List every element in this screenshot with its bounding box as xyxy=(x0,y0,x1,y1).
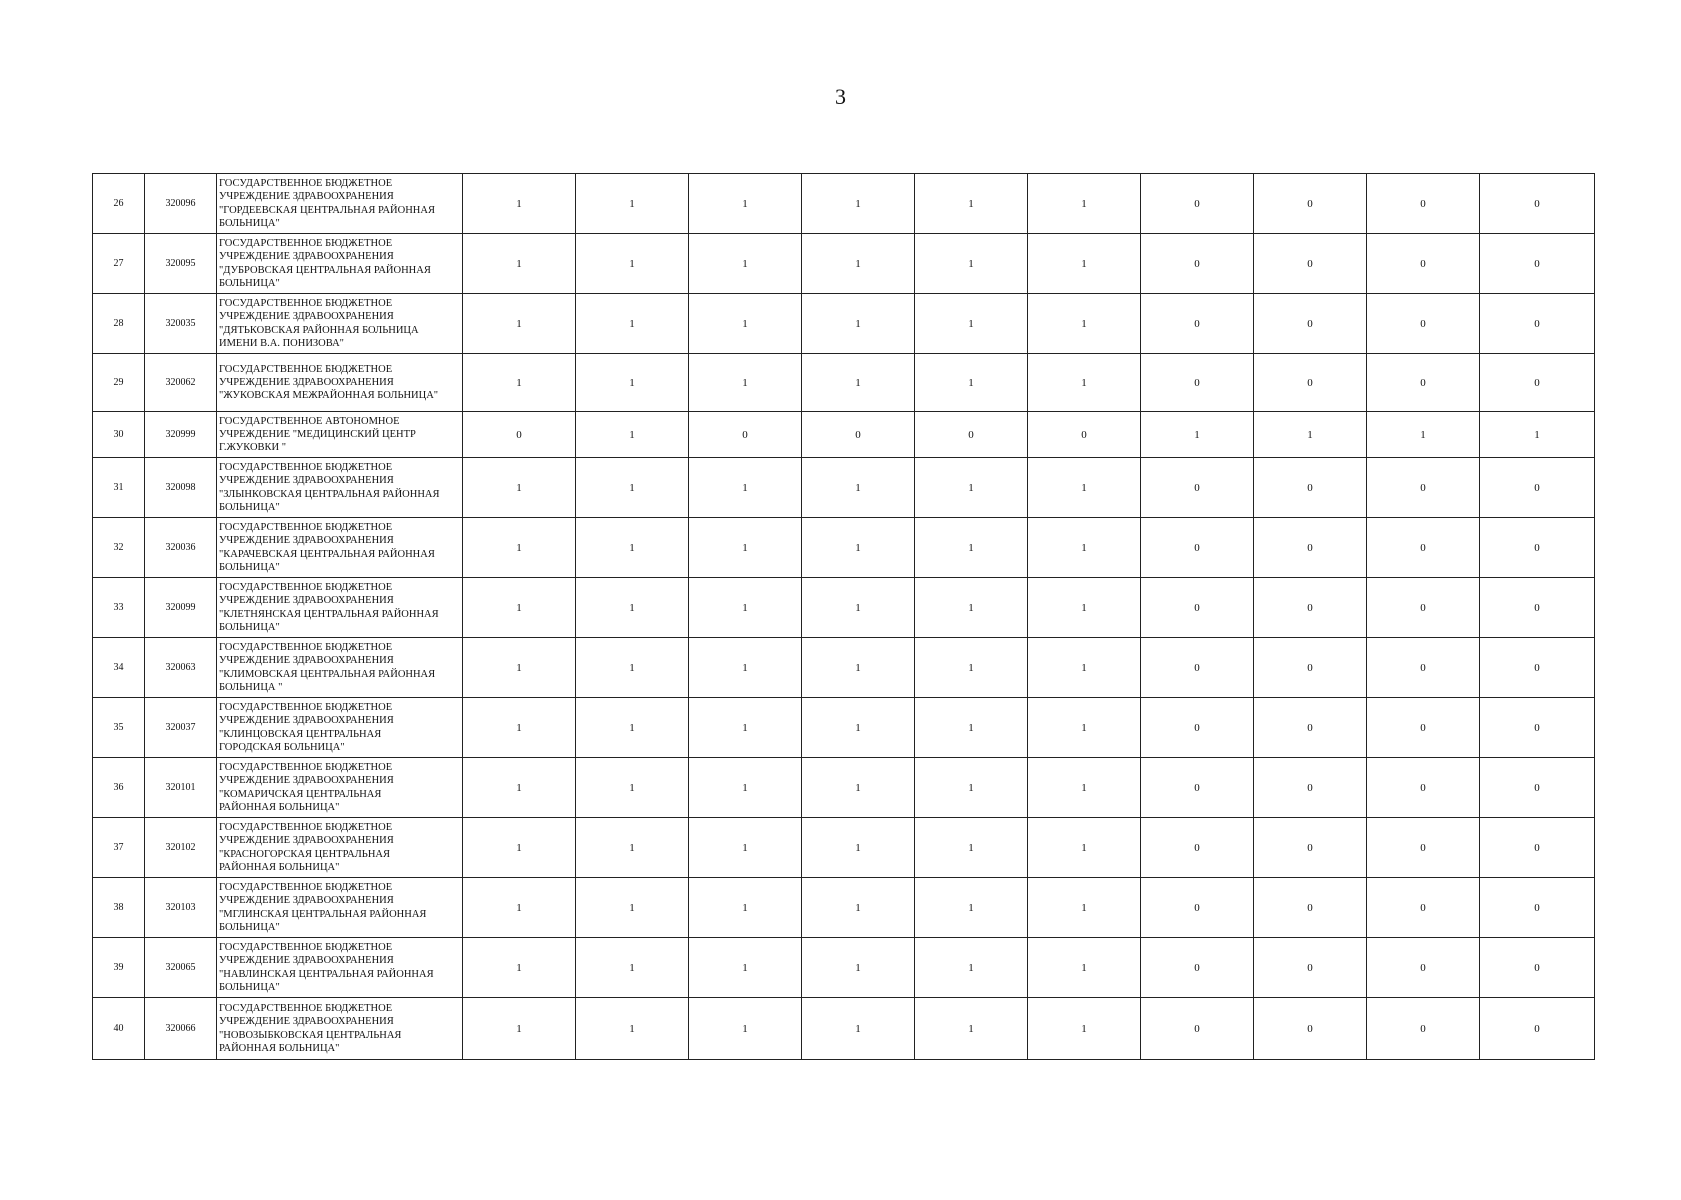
value-cell: 1 xyxy=(1480,412,1595,458)
row-number-cell: 29 xyxy=(93,354,145,412)
org-name-cell: ГОСУДАРСТВЕННОЕ БЮДЖЕТНОЕ УЧРЕЖДЕНИЕ ЗДРАВООХРАНЕНИЯ "КЛИНЦОВСКАЯ ЦЕНТРАЛЬНАЯ ГОРОДСКАЯ БОЛЬНИЦА" xyxy=(217,698,463,758)
table-row xyxy=(93,174,1595,234)
table-row xyxy=(93,234,1595,294)
org-name-cell: ГОСУДАРСТВЕННОЕ АВТОНОМНОЕ УЧРЕЖДЕНИЕ "МЕДИЦИНСКИЙ ЦЕНТР Г.ЖУКОВКИ " xyxy=(217,412,463,458)
value-cell: 0 xyxy=(1254,698,1367,758)
row-number-cell: 33 xyxy=(93,578,145,638)
value-cell: 0 xyxy=(1254,294,1367,354)
value-cell: 1 xyxy=(576,878,689,938)
value-cell: 0 xyxy=(1254,638,1367,698)
value-cell: 1 xyxy=(1141,412,1254,458)
value-cell: 1 xyxy=(576,294,689,354)
value-cell: 1 xyxy=(915,518,1028,578)
value-cell: 1 xyxy=(576,354,689,412)
value-cell: 0 xyxy=(1254,174,1367,234)
value-cell: 0 xyxy=(1141,458,1254,518)
value-cell: 1 xyxy=(689,518,802,578)
value-cell: 1 xyxy=(463,578,576,638)
value-cell: 0 xyxy=(1480,458,1595,518)
value-cell: 1 xyxy=(689,354,802,412)
value-cell: 1 xyxy=(576,174,689,234)
value-cell: 0 xyxy=(1367,458,1480,518)
value-cell: 1 xyxy=(802,698,915,758)
org-code-cell: 320065 xyxy=(145,938,217,998)
value-cell: 1 xyxy=(689,234,802,294)
org-code-cell: 320062 xyxy=(145,354,217,412)
row-number-cell: 32 xyxy=(93,518,145,578)
value-cell: 1 xyxy=(915,818,1028,878)
value-cell: 1 xyxy=(1028,638,1141,698)
value-cell: 0 xyxy=(1141,294,1254,354)
value-cell: 1 xyxy=(1028,234,1141,294)
value-cell: 0 xyxy=(1367,234,1480,294)
org-name-cell: ГОСУДАРСТВЕННОЕ БЮДЖЕТНОЕ УЧРЕЖДЕНИЕ ЗДРАВООХРАНЕНИЯ "КЛЕТНЯНСКАЯ ЦЕНТРАЛЬНАЯ РАЙОННАЯ БОЛЬНИЦА" xyxy=(217,578,463,638)
value-cell: 0 xyxy=(1367,174,1480,234)
value-cell: 1 xyxy=(463,938,576,998)
org-name-cell: ГОСУДАРСТВЕННОЕ БЮДЖЕТНОЕ УЧРЕЖДЕНИЕ ЗДРАВООХРАНЕНИЯ "ДЯТЬКОВСКАЯ РАЙОННАЯ БОЛЬНИЦА ИМЕНИ В.А. ПОНИЗОВА" xyxy=(217,294,463,354)
value-cell: 1 xyxy=(689,578,802,638)
value-cell: 0 xyxy=(1367,698,1480,758)
org-code-cell: 320103 xyxy=(145,878,217,938)
value-cell: 1 xyxy=(463,518,576,578)
value-cell: 0 xyxy=(1141,818,1254,878)
value-cell: 1 xyxy=(1028,938,1141,998)
value-cell: 0 xyxy=(1254,938,1367,998)
value-cell: 0 xyxy=(1141,878,1254,938)
org-code-cell: 320099 xyxy=(145,578,217,638)
value-cell: 1 xyxy=(915,174,1028,234)
value-cell: 1 xyxy=(915,294,1028,354)
value-cell: 1 xyxy=(915,878,1028,938)
table-row xyxy=(93,638,1595,698)
value-cell: 1 xyxy=(463,818,576,878)
value-cell: 1 xyxy=(463,458,576,518)
value-cell: 1 xyxy=(689,998,802,1060)
table-row xyxy=(93,294,1595,354)
row-number-cell: 30 xyxy=(93,412,145,458)
value-cell: 0 xyxy=(1367,938,1480,998)
org-name-cell: ГОСУДАРСТВЕННОЕ БЮДЖЕТНОЕ УЧРЕЖДЕНИЕ ЗДРАВООХРАНЕНИЯ "КРАСНОГОРСКАЯ ЦЕНТРАЛЬНАЯ РАЙОННАЯ БОЛЬНИЦА" xyxy=(217,818,463,878)
value-cell: 1 xyxy=(689,698,802,758)
org-name-cell: ГОСУДАРСТВЕННОЕ БЮДЖЕТНОЕ УЧРЕЖДЕНИЕ ЗДРАВООХРАНЕНИЯ "ЖУКОВСКАЯ МЕЖРАЙОННАЯ БОЛЬНИЦА" xyxy=(217,354,463,412)
value-cell: 1 xyxy=(576,412,689,458)
table-row xyxy=(93,758,1595,818)
value-cell: 0 xyxy=(1254,578,1367,638)
value-cell: 0 xyxy=(1141,698,1254,758)
hospital-table xyxy=(92,173,1595,1060)
value-cell: 0 xyxy=(1480,998,1595,1060)
value-cell: 1 xyxy=(1028,818,1141,878)
value-cell: 1 xyxy=(915,578,1028,638)
value-cell: 1 xyxy=(1028,578,1141,638)
row-number-cell: 26 xyxy=(93,174,145,234)
org-name-cell: ГОСУДАРСТВЕННОЕ БЮДЖЕТНОЕ УЧРЕЖДЕНИЕ ЗДРАВООХРАНЕНИЯ "МГЛИНСКАЯ ЦЕНТРАЛЬНАЯ РАЙОННАЯ БОЛЬНИЦА" xyxy=(217,878,463,938)
value-cell: 1 xyxy=(689,294,802,354)
value-cell: 0 xyxy=(1141,354,1254,412)
value-cell: 0 xyxy=(463,412,576,458)
value-cell: 0 xyxy=(689,412,802,458)
table-row xyxy=(93,878,1595,938)
org-code-cell: 320098 xyxy=(145,458,217,518)
value-cell: 1 xyxy=(576,758,689,818)
org-code-cell: 320036 xyxy=(145,518,217,578)
value-cell: 1 xyxy=(689,818,802,878)
value-cell: 1 xyxy=(689,758,802,818)
value-cell: 1 xyxy=(463,234,576,294)
value-cell: 1 xyxy=(576,698,689,758)
value-cell: 0 xyxy=(1254,458,1367,518)
value-cell: 0 xyxy=(1480,638,1595,698)
value-cell: 1 xyxy=(1028,518,1141,578)
row-number-cell: 40 xyxy=(93,998,145,1060)
value-cell: 0 xyxy=(1480,878,1595,938)
value-cell: 1 xyxy=(1254,412,1367,458)
org-code-cell: 320101 xyxy=(145,758,217,818)
value-cell: 0 xyxy=(1254,758,1367,818)
value-cell: 1 xyxy=(463,758,576,818)
value-cell: 0 xyxy=(1254,818,1367,878)
value-cell: 1 xyxy=(802,578,915,638)
org-code-cell: 320095 xyxy=(145,234,217,294)
value-cell: 0 xyxy=(1480,174,1595,234)
org-code-cell: 320096 xyxy=(145,174,217,234)
value-cell: 1 xyxy=(1028,458,1141,518)
value-cell: 1 xyxy=(1028,174,1141,234)
value-cell: 0 xyxy=(1367,294,1480,354)
value-cell: 0 xyxy=(1367,878,1480,938)
value-cell: 1 xyxy=(915,698,1028,758)
table-row xyxy=(93,518,1595,578)
value-cell: 1 xyxy=(1028,758,1141,818)
row-number-cell: 35 xyxy=(93,698,145,758)
value-cell: 1 xyxy=(802,354,915,412)
org-name-cell: ГОСУДАРСТВЕННОЕ БЮДЖЕТНОЕ УЧРЕЖДЕНИЕ ЗДРАВООХРАНЕНИЯ "КАРАЧЕВСКАЯ ЦЕНТРАЛЬНАЯ РАЙОННАЯ БОЛЬНИЦА" xyxy=(217,518,463,578)
value-cell: 1 xyxy=(576,818,689,878)
value-cell: 1 xyxy=(802,878,915,938)
value-cell: 0 xyxy=(1367,818,1480,878)
value-cell: 0 xyxy=(1480,758,1595,818)
value-cell: 0 xyxy=(1254,878,1367,938)
row-number-cell: 39 xyxy=(93,938,145,998)
value-cell: 1 xyxy=(802,818,915,878)
value-cell: 1 xyxy=(802,998,915,1060)
value-cell: 0 xyxy=(1141,938,1254,998)
value-cell: 1 xyxy=(1028,998,1141,1060)
value-cell: 1 xyxy=(802,938,915,998)
value-cell: 0 xyxy=(1480,818,1595,878)
value-cell: 1 xyxy=(463,174,576,234)
value-cell: 0 xyxy=(1367,998,1480,1060)
row-number-cell: 36 xyxy=(93,758,145,818)
value-cell: 1 xyxy=(689,638,802,698)
org-code-cell: 320066 xyxy=(145,998,217,1060)
table-row xyxy=(93,412,1595,458)
value-cell: 0 xyxy=(1254,998,1367,1060)
value-cell: 0 xyxy=(1367,758,1480,818)
org-name-cell: ГОСУДАРСТВЕННОЕ БЮДЖЕТНОЕ УЧРЕЖДЕНИЕ ЗДРАВООХРАНЕНИЯ "НАВЛИНСКАЯ ЦЕНТРАЛЬНАЯ РАЙОННАЯ БОЛЬНИЦА" xyxy=(217,938,463,998)
org-name-cell: ГОСУДАРСТВЕННОЕ БЮДЖЕТНОЕ УЧРЕЖДЕНИЕ ЗДРАВООХРАНЕНИЯ "КОМАРИЧСКАЯ ЦЕНТРАЛЬНАЯ РАЙОННАЯ БОЛЬНИЦА" xyxy=(217,758,463,818)
value-cell: 1 xyxy=(1028,294,1141,354)
value-cell: 0 xyxy=(1480,938,1595,998)
value-cell: 1 xyxy=(576,518,689,578)
value-cell: 0 xyxy=(1141,998,1254,1060)
value-cell: 1 xyxy=(802,234,915,294)
org-name-cell: ГОСУДАРСТВЕННОЕ БЮДЖЕТНОЕ УЧРЕЖДЕНИЕ ЗДРАВООХРАНЕНИЯ "КЛИМОВСКАЯ ЦЕНТРАЛЬНАЯ РАЙОННАЯ БОЛЬНИЦА " xyxy=(217,638,463,698)
value-cell: 1 xyxy=(463,878,576,938)
value-cell: 0 xyxy=(1367,578,1480,638)
value-cell: 0 xyxy=(1141,518,1254,578)
table-row xyxy=(93,578,1595,638)
org-code-cell: 320102 xyxy=(145,818,217,878)
value-cell: 1 xyxy=(802,294,915,354)
org-name-cell: ГОСУДАРСТВЕННОЕ БЮДЖЕТНОЕ УЧРЕЖДЕНИЕ ЗДРАВООХРАНЕНИЯ "ЗЛЫНКОВСКАЯ ЦЕНТРАЛЬНАЯ РАЙОННАЯ БОЛЬНИЦА" xyxy=(217,458,463,518)
page-number: 3 xyxy=(835,84,846,109)
value-cell: 1 xyxy=(802,638,915,698)
value-cell: 0 xyxy=(1480,294,1595,354)
value-cell: 0 xyxy=(1480,698,1595,758)
value-cell: 0 xyxy=(1367,354,1480,412)
org-code-cell: 320999 xyxy=(145,412,217,458)
value-cell: 0 xyxy=(1141,174,1254,234)
value-cell: 1 xyxy=(463,998,576,1060)
value-cell: 0 xyxy=(1141,234,1254,294)
value-cell: 1 xyxy=(576,998,689,1060)
value-cell: 1 xyxy=(576,458,689,518)
row-number-cell: 34 xyxy=(93,638,145,698)
value-cell: 1 xyxy=(802,518,915,578)
value-cell: 1 xyxy=(463,638,576,698)
value-cell: 1 xyxy=(915,938,1028,998)
row-number-cell: 28 xyxy=(93,294,145,354)
value-cell: 1 xyxy=(915,758,1028,818)
org-name-cell: ГОСУДАРСТВЕННОЕ БЮДЖЕТНОЕ УЧРЕЖДЕНИЕ ЗДРАВООХРАНЕНИЯ "ГОРДЕЕВСКАЯ ЦЕНТРАЛЬНАЯ РАЙОННАЯ БОЛЬНИЦА" xyxy=(217,174,463,234)
value-cell: 1 xyxy=(689,938,802,998)
table-row xyxy=(93,818,1595,878)
value-cell: 0 xyxy=(1480,354,1595,412)
value-cell: 1 xyxy=(689,878,802,938)
value-cell: 1 xyxy=(576,638,689,698)
value-cell: 0 xyxy=(1367,638,1480,698)
value-cell: 1 xyxy=(915,638,1028,698)
value-cell: 0 xyxy=(915,412,1028,458)
org-code-cell: 320037 xyxy=(145,698,217,758)
value-cell: 1 xyxy=(463,698,576,758)
value-cell: 1 xyxy=(802,458,915,518)
value-cell: 1 xyxy=(463,294,576,354)
value-cell: 0 xyxy=(1254,518,1367,578)
value-cell: 0 xyxy=(802,412,915,458)
value-cell: 0 xyxy=(1367,518,1480,578)
org-name-cell: ГОСУДАРСТВЕННОЕ БЮДЖЕТНОЕ УЧРЕЖДЕНИЕ ЗДРАВООХРАНЕНИЯ "ДУБРОВСКАЯ ЦЕНТРАЛЬНАЯ РАЙОННАЯ БОЛЬНИЦА" xyxy=(217,234,463,294)
value-cell: 0 xyxy=(1480,234,1595,294)
value-cell: 1 xyxy=(1367,412,1480,458)
org-code-cell: 320063 xyxy=(145,638,217,698)
value-cell: 0 xyxy=(1028,412,1141,458)
value-cell: 0 xyxy=(1141,578,1254,638)
value-cell: 1 xyxy=(463,354,576,412)
value-cell: 1 xyxy=(576,578,689,638)
table-row xyxy=(93,938,1595,998)
org-name-cell: ГОСУДАРСТВЕННОЕ БЮДЖЕТНОЕ УЧРЕЖДЕНИЕ ЗДРАВООХРАНЕНИЯ "НОВОЗЫБКОВСКАЯ ЦЕНТРАЛЬНАЯ РАЙОННАЯ БОЛЬНИЦА" xyxy=(217,998,463,1060)
value-cell: 0 xyxy=(1141,638,1254,698)
value-cell: 1 xyxy=(1028,878,1141,938)
row-number-cell: 27 xyxy=(93,234,145,294)
table-body xyxy=(93,174,1595,1060)
value-cell: 1 xyxy=(576,234,689,294)
value-cell: 1 xyxy=(915,354,1028,412)
value-cell: 1 xyxy=(915,458,1028,518)
value-cell: 1 xyxy=(915,234,1028,294)
table-row xyxy=(93,998,1595,1060)
value-cell: 1 xyxy=(1028,354,1141,412)
table-row xyxy=(93,458,1595,518)
value-cell: 0 xyxy=(1254,234,1367,294)
value-cell: 0 xyxy=(1480,578,1595,638)
table-row xyxy=(93,354,1595,412)
table-row xyxy=(93,698,1595,758)
value-cell: 0 xyxy=(1254,354,1367,412)
value-cell: 1 xyxy=(576,938,689,998)
row-number-cell: 31 xyxy=(93,458,145,518)
value-cell: 1 xyxy=(802,174,915,234)
row-number-cell: 37 xyxy=(93,818,145,878)
org-code-cell: 320035 xyxy=(145,294,217,354)
value-cell: 0 xyxy=(1141,758,1254,818)
value-cell: 0 xyxy=(1480,518,1595,578)
value-cell: 1 xyxy=(689,174,802,234)
value-cell: 1 xyxy=(689,458,802,518)
value-cell: 1 xyxy=(1028,698,1141,758)
value-cell: 1 xyxy=(802,758,915,818)
value-cell: 1 xyxy=(915,998,1028,1060)
row-number-cell: 38 xyxy=(93,878,145,938)
